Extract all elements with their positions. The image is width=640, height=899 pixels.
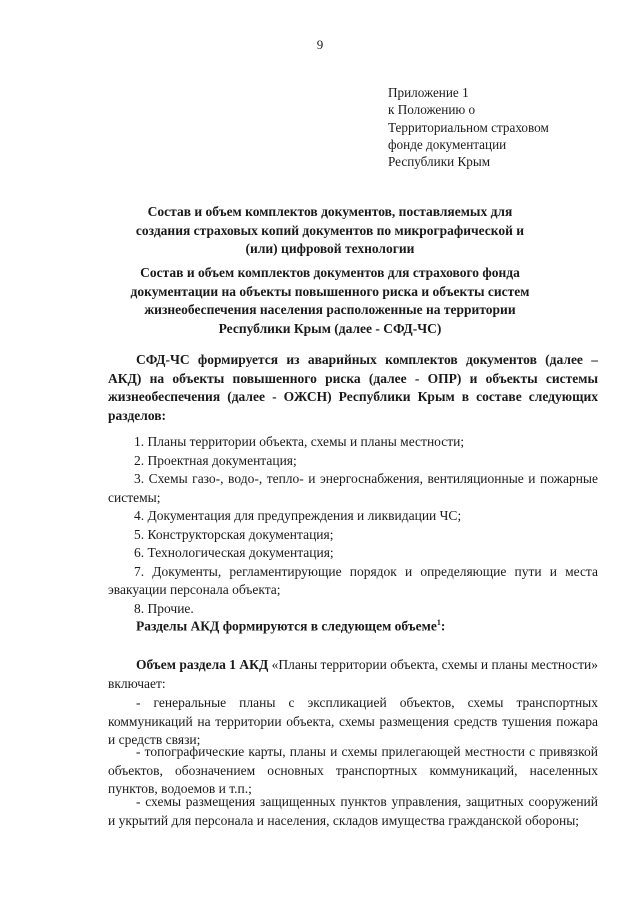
list-item: 7. Документы, регламентирующие порядок и определяющие пути и места эвакуации персонала объекта;: [108, 563, 598, 597]
list-item: 5. Конструкторская документация;: [134, 526, 334, 542]
appendix-block: [388, 84, 549, 170]
list-item: 1. Планы территории объекта, схемы и планы местности;: [134, 434, 465, 449]
sections-title-text: Разделы АКД формируются в следующем объеме: [136, 618, 437, 634]
appendix-line: фонде документации: [388, 136, 507, 152]
section1-lead-bold: Объем раздела 1 АКД: [136, 657, 269, 672]
section1-item: - генеральные планы с экспликацией объектов, схемы транспортных коммуникаций на территории объекта, схемы размещения средств тушения пожара и средств связи;: [108, 695, 598, 747]
appendix-line: Приложение 1: [388, 85, 469, 100]
list-item: 3. Схемы газо-, водо-, тепло- и энергоснабжения, вентиляционные и пожарные системы;: [108, 471, 598, 505]
heading-sfd-chs: Состав и объем комплектов документов для страхового фонда документации на объекты повышенного риска и объекты систем жизнеобеспечения населения расположенные на территории Республики Крым (далее - СФД-ЧС): [130, 265, 530, 336]
intro-paragraph: СФД-ЧС формируется из аварийных комплектов документов (далее – АКД) на объекты повышенного риска (далее - ОПР) и объекты системы жизнеобеспечения (далее - ОЖСН) Республики Крым в составе следующих разделов:: [108, 352, 598, 423]
appendix-line: к Положению о: [388, 102, 476, 118]
sections-title: Разделы АКД формируются в следующем объеме$^1$:: [136, 618, 446, 634]
sections-list: [108, 433, 598, 618]
section1-item: - топографические карты, планы и схемы прилегающей местности с привязкой объектов, обозначением основных транспортных коммуникаций, населенных пунктов, водоемов и т.п.;: [108, 744, 598, 796]
footnote-marker: 1: [436, 618, 441, 627]
section1-lead-rest: «Планы территории объекта, схемы и планы местности» включает:: [108, 657, 599, 691]
appendix-line: Территориальном страховом: [388, 119, 549, 135]
list-item: 8. Прочие.: [134, 600, 194, 616]
section1-lead: [108, 656, 598, 693]
page-number: 9: [316, 37, 324, 52]
section1-item: - схемы размещения защищенных пунктов управления, защитных сооружений и укрытий для персонала и населения, складов имущества гражданской обороны;: [108, 794, 598, 828]
list-item: 4. Документация для предупреждения и ликвидации ЧС;: [134, 508, 462, 523]
list-item: 6. Технологическая документация;: [134, 545, 334, 560]
heading-composition: Состав и объем комплектов документов, поставляемых для создания страховых копий документов по микрографической и (или) цифровой технологии: [135, 204, 525, 256]
appendix-line: Республики Крым: [388, 154, 491, 170]
list-item: 2. Проектная документация;: [134, 452, 297, 468]
